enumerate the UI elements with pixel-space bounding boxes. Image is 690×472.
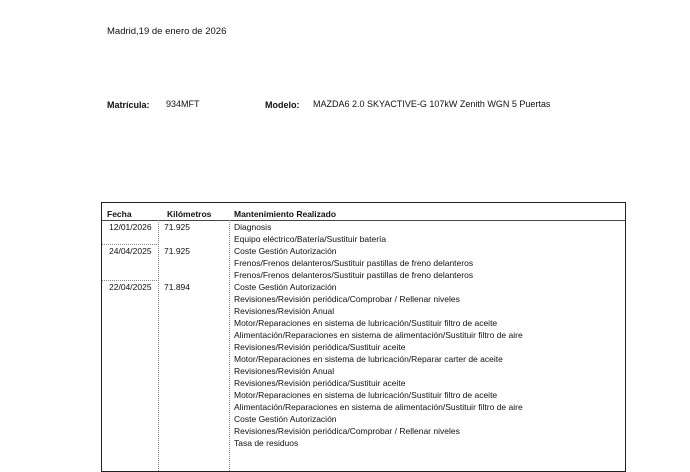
table-row-kilometros: 71.925 [164, 246, 190, 256]
table-row-fecha: 24/04/2025 [109, 246, 152, 256]
modelo-label: Modelo: [265, 100, 300, 110]
table-row-item: Coste Gestión Autorización [234, 282, 337, 292]
column-header-mantenimiento: Mantenimiento Realizado [234, 209, 337, 219]
table-row-item: Equipo eléctrico/Batería/Sustituir batería [234, 234, 387, 244]
table-row-item: Revisiones/Revisión periódica/Sustituir aceite [234, 378, 406, 388]
table-row-fecha: 22/04/2025 [109, 282, 152, 292]
table-row-item: Revisiones/Revisión periódica/Comprobar / Rellenar niveles [234, 426, 460, 436]
table-row-item: Frenos/Frenos delanteros/Sustituir pastillas de freno delanteros [234, 270, 474, 280]
table-row-item: Motor/Reparaciones en sistema de lubricación/Sustituir filtro de aceite [234, 318, 498, 328]
matricula-label: Matrícula: [107, 100, 150, 110]
table-row-item: Diagnosis [234, 222, 272, 232]
table-row-fecha: 12/01/2026 [109, 222, 152, 232]
row-separator [102, 280, 159, 281]
table-row-item: Revisiones/Revisión periódica/Comprobar / Rellenar niveles [234, 294, 460, 304]
table-row-item: Alimentación/Reparaciones en sistema de alimentación/Sustituir filtro de aire [234, 330, 523, 340]
table-row-item: Revisiones/Revisión periódica/Sustituir aceite [234, 342, 406, 352]
table-row-item: Revisiones/Revisión Anual [234, 366, 335, 376]
table-row-item: Tasa de residuos [234, 438, 299, 448]
matricula-value: 934MFT [166, 99, 200, 109]
modelo-value: MAZDA6 2.0 SKYACTIVE-G 107kW Zenith WGN 5 Puertas [313, 99, 551, 109]
table-row-item: Motor/Reparaciones en sistema de lubricación/Reparar carter de aceite [234, 354, 503, 364]
column-divider [229, 220, 230, 471]
table-row-kilometros: 71.894 [164, 282, 190, 292]
column-divider [158, 220, 159, 471]
document-date: Madrid,19 de enero de 2026 [107, 26, 227, 37]
table-row-kilometros: 71.925 [164, 222, 190, 232]
table-row-item: Coste Gestión Autorización [234, 246, 337, 256]
table-row-item: Revisiones/Revisión Anual [234, 306, 335, 316]
column-header-fecha: Fecha [107, 209, 132, 219]
column-header-kilometros: Kilómetros [167, 209, 212, 219]
row-separator [102, 244, 159, 245]
table-row-item: Motor/Reparaciones en sistema de lubricación/Sustituir filtro de aceite [234, 390, 498, 400]
table-row-item: Alimentación/Reparaciones en sistema de alimentación/Sustituir filtro de aire [234, 402, 523, 412]
maintenance-table [101, 202, 626, 472]
table-row-item: Frenos/Frenos delanteros/Sustituir pastillas de freno delanteros [234, 258, 474, 268]
table-row-item: Coste Gestión Autorización [234, 414, 337, 424]
